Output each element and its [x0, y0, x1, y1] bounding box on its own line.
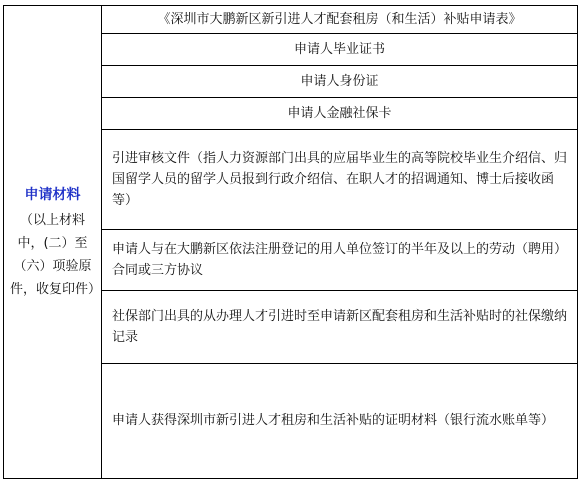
list-item: 《深圳市大鹏新区新引进人才配套租房（和生活）补贴申请表》 [102, 6, 578, 34]
list-item: 引进审核文件（指人力资源部门出具的应届毕业生的高等院校毕业生介绍信、归国留学人员的留学人员报到行政介绍信、在职人才的招调通知、博士后接收函等） [102, 129, 578, 229]
application-materials-table [3, 5, 578, 479]
list-item: 申请人获得深圳市新引进人才租房和生活补贴的证明材料（银行流水账单等） [102, 363, 578, 478]
list-item: 申请人与在大鹏新区依法注册登记的用人单位签订的半年及以上的劳动（聘用）合同或三方协议 [102, 229, 578, 291]
table-row [4, 6, 578, 34]
list-item: 申请人身份证 [102, 65, 578, 97]
section-title: 申请材料 [24, 186, 81, 203]
section-note: （以上材料中，(二）至（六）项验原件，收复印件） [10, 212, 102, 297]
section-label-cell [4, 6, 102, 479]
list-item: 申请人金融社保卡 [102, 97, 578, 129]
list-item: 社保部门出具的从办理人才引进时至申请新区配套租房和生活补贴时的社保缴纳记录 [102, 291, 578, 363]
list-item: 申请人毕业证书 [102, 33, 578, 65]
